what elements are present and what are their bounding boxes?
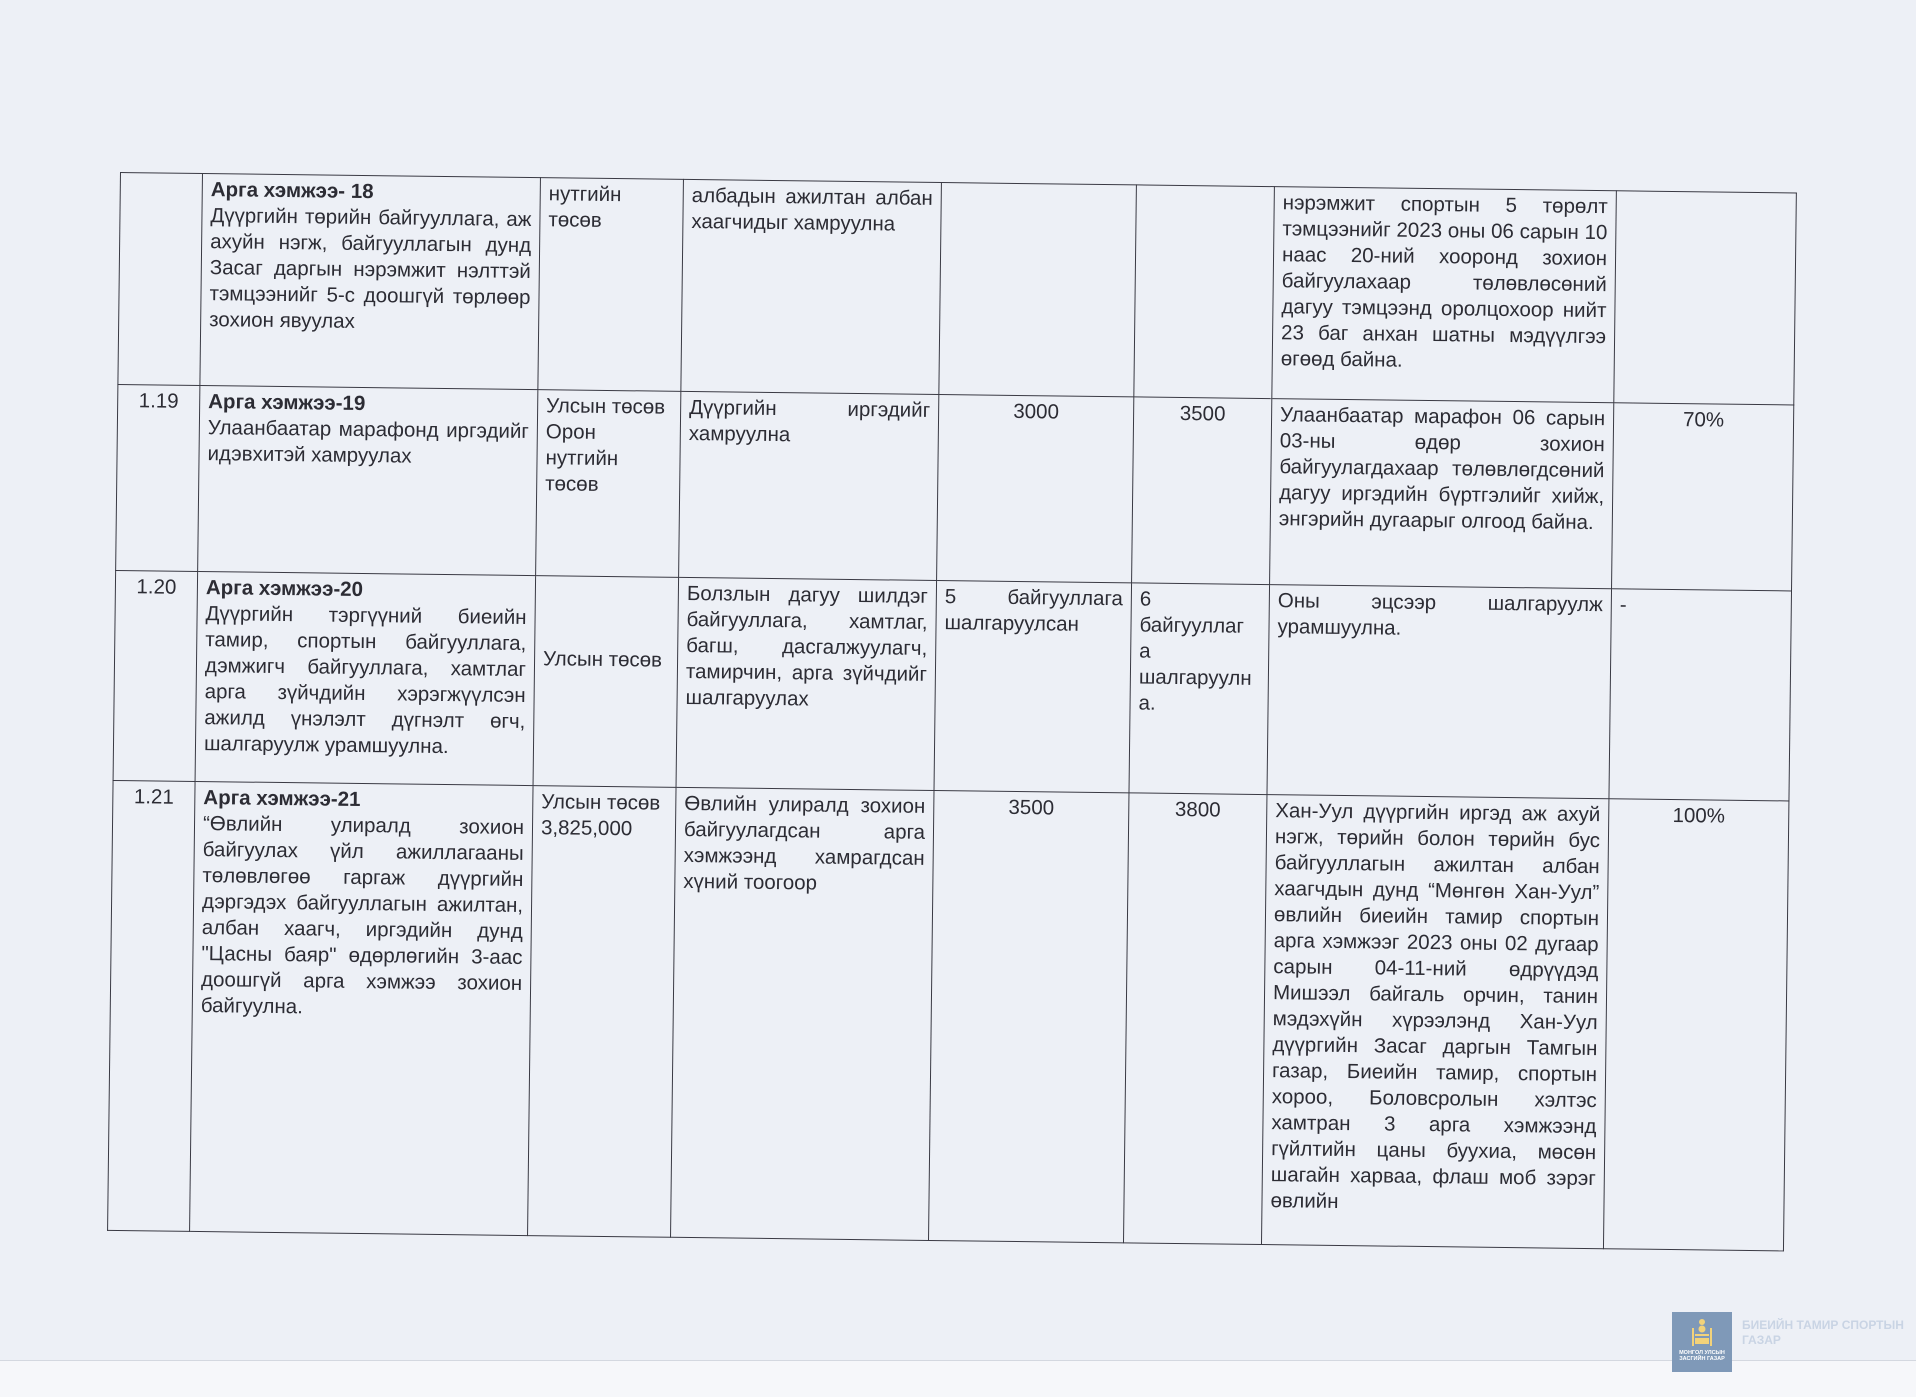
funding-cell: Улсын төсөв: [533, 576, 679, 788]
agency-name: БИЕИЙН ТАМИР СПОРТЫН ГАЗАР: [1742, 1318, 1904, 1347]
row-number: [118, 173, 203, 386]
baseline-cell: [939, 183, 1137, 397]
indicator-cell: Болзлын дагуу шилдэг байгууллага, хамтлаг, багш, дасгалжуулагч, тамирчин, арга зүйчдийг шалгаруулах: [676, 577, 937, 790]
measure-title: Арга хэмжээ-20: [205, 576, 364, 601]
funding-cell: нутгийн төсөв: [538, 178, 684, 392]
page-bottom-edge: [0, 1360, 1916, 1397]
measure-cell: [190, 781, 533, 1235]
indicator-cell: Дүүргийн иргэдийг хамруулна: [679, 391, 939, 580]
target-cell: 6 байгууллаг а шалгаруулн а.: [1129, 583, 1270, 795]
row-number: 1.21: [108, 780, 195, 1231]
measure-title: Арга хэмжээ-21: [203, 786, 361, 811]
progress-cell: Хан-Уул дүүргийн иргэд аж ахуй нэгж, төрийн болон төрийн бус байгууллагын ажилтан албан хаагчдын дунд “Мөнгөн Хан-Уул” өвлийн биеийн тамир спортын арга хэмжээг 2023 оны 02 дугаар сарын 04-11-ний өдрүүдэд Мишээл байгаль орчин, танин мэдэхүйн хүрээлэнд Хан-Уул дүүргийн Засаг даргын Тамгын газар, Биеийн тамир, спортын хороо, Боловсролын хэлтэс хамтран 3 арга хэмжээнд гүйлтийн цаны буухиа, мөсөн шагайн харваа, флаш моб зэрэг өвлийн: [1261, 795, 1608, 1249]
measure-cell: [200, 174, 541, 390]
target-cell: 3800: [1123, 793, 1266, 1245]
target-cell: [1134, 185, 1275, 399]
percent-cell: 70%: [1612, 403, 1794, 591]
measure-text: “Өвлийн улиралд зохион байгуулах үйл ажиллагааны төлөвлөгөө гаргаж дүүргийн дэргэдэх байгууллагын ажилтан, албан хаагч, иргэдийн дунд "Цасны баяр" өдөрлөгийн 3-аас доошгүй арга хэмжээ зохион байгуулна.: [200, 812, 525, 1019]
progress-cell: нэрэмжит спортын 5 төрөлт тэмцээнийг 2023 оны 06 сарын 10 наас 20-ний хооронд зохион байгуулахаар төлөвлөсөний дагуу тэмцээнд оролцохоор нийт 23 баг анхан шатны мэдүүлгээ өгөөд байна.: [1272, 187, 1617, 403]
table-row: [116, 384, 1794, 590]
baseline-cell: 3500: [929, 790, 1129, 1242]
table-row: [113, 570, 1791, 800]
table-row: [118, 173, 1796, 405]
measure-text: Улаанбаатар марафонд иргэдийг идэвхитэй хамруулах: [207, 416, 530, 468]
funding-cell: Улсын төсөв Орон нутгийн төсөв: [536, 390, 681, 578]
row-number: 1.20: [113, 570, 198, 781]
baseline-cell: 3000: [937, 395, 1134, 583]
baseline-cell: 5 байгууллага шалгаруулсан: [934, 581, 1132, 793]
measure-cell: [195, 571, 536, 785]
measure-text: Дүүргийн төрийн байгууллага, аж ахуйн нэгж, байгууллагын дунд Засаг даргын нэрэмжит нэлттэй тэмцээнийг 5-с доошгүй төрлөөр зохион явуулах: [209, 204, 532, 333]
progress-cell: Улаанбаатар марафон 06 сарын 03-ны өдөр зохион байгуулагдахаар төлөвлөгдсөний дагуу иргэдийн бүртгэлийг хийж, энгэрийн дугаарыг олгоод байна.: [1270, 399, 1614, 589]
target-cell: 3500: [1132, 397, 1272, 585]
emblem-org-name: МОНГОЛ УЛСЫН ЗАСГИЙН ГАЗАР: [1679, 1350, 1725, 1362]
measure-title: Арга хэмжээ- 18: [210, 178, 374, 204]
measure-text: Дүүргийн тэргүүний биеийн тамир, спортын байгууллага, дэмжигч байгууллага, хамтлаг арга зүйчдийн хэрэгжүүлсэн ажилд үнэлэлт дүгнэлт өгч, шалгаруулж урамшуулна.: [203, 602, 527, 759]
measures-table: [107, 172, 1797, 1251]
indicator-cell: албадын ажилтан албан хаагчидыг хамруулна: [681, 179, 942, 394]
percent-cell: 100%: [1603, 799, 1788, 1251]
indicator-cell: Өвлийн улиралд зохион байгуулагдсан арга хэмжээнд хамрагдсан хүний тоогоор: [671, 787, 934, 1240]
progress-cell: Оны эцсээр шалгаруулж урамшуулна.: [1267, 585, 1612, 799]
percent-cell: -: [1609, 589, 1792, 801]
government-emblem: [1672, 1312, 1732, 1372]
table-row: [108, 780, 1789, 1250]
soyombo-icon: [1691, 1318, 1713, 1348]
measure-title: Арга хэмжээ-19: [208, 390, 366, 416]
measure-cell: [198, 385, 538, 575]
funding-cell: Улсын төсөв 3,825,000: [528, 786, 676, 1238]
row-number: 1.19: [116, 384, 200, 571]
percent-cell: [1614, 191, 1797, 405]
